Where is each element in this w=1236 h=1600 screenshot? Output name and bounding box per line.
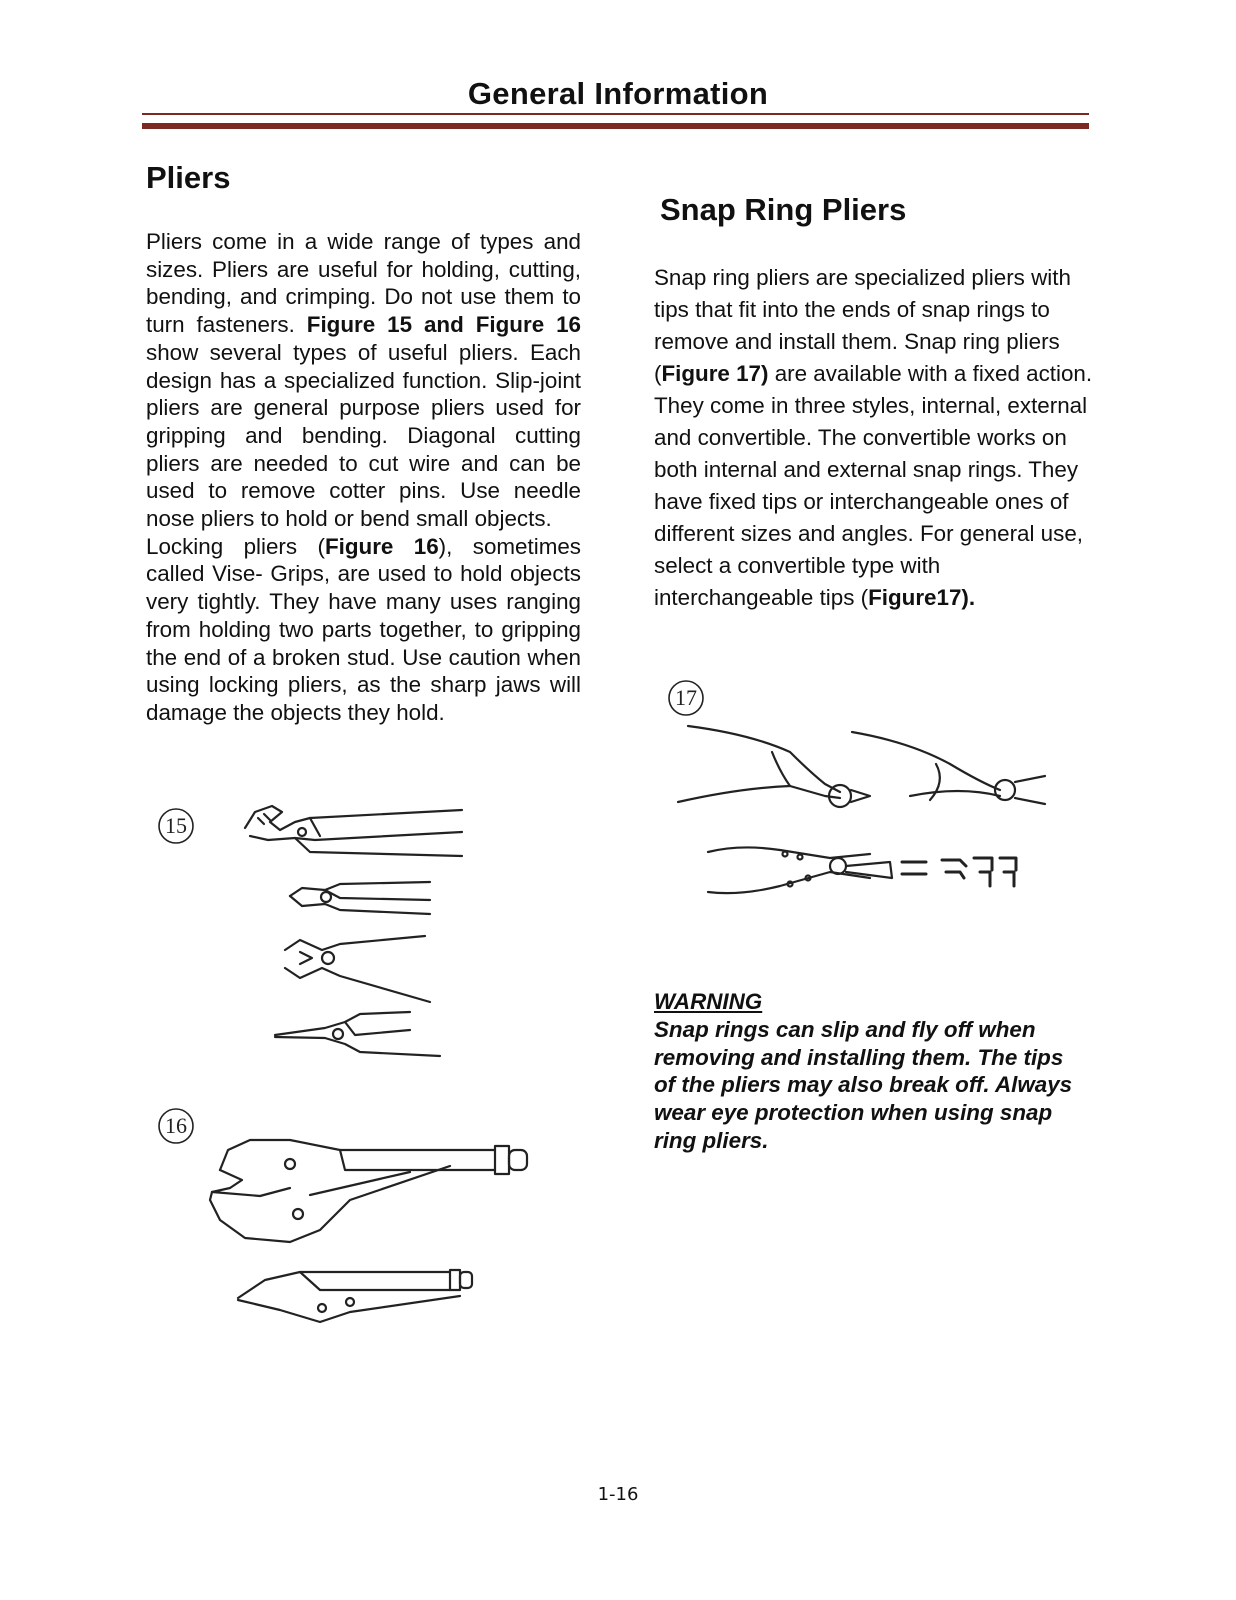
figure-15-pliers-illustration xyxy=(150,800,480,1080)
warning-title: WARNING xyxy=(654,989,763,1014)
figure-16-label: 16 xyxy=(165,1113,187,1138)
page-header-title: General Information xyxy=(467,76,769,111)
figure-16-locking-pliers-illustration xyxy=(150,1100,490,1340)
snap-ring-pliers-heading: Snap Ring Pliers xyxy=(660,192,907,227)
figure-15-label: 15 xyxy=(165,813,187,838)
snap-ring-pliers-body: Snap ring pliers are specialized pliers with tips that fit into the ends of snap rings to remove and install them. Snap ring pliers (Figure 17) are available with a fixed action. They come in three styles, internal, external and convertible. The convertible works on both internal and external snap rings. They have fixed tips or interchangeable ones of different sizes and angles. For general use, select a convertible type with interchangeable tips (Figure17). xyxy=(654,265,1093,610)
page-number: 1-16 xyxy=(597,1484,639,1505)
pliers-heading: Pliers xyxy=(146,160,231,195)
header-rule-thick xyxy=(142,123,1089,129)
warning-text: Snap rings can slip and fly off when removing and installing them. The tips of the pliers may also break off. Always wear eye protection when using snap ring pliers. xyxy=(654,1016,1073,1153)
header-rule-thin xyxy=(142,113,1089,115)
figure-17-snap-ring-pliers-illustration xyxy=(660,672,1080,912)
pliers-body: Pliers come in a wide range of types and sizes. Pliers are useful for holding, cutting, bending, and crimping. Do not use them to turn fasteners. Figure 15 and Figure 16 show several types of useful pliers. Each design has a specialized function. Slip-joint pliers are general purpose pliers used for gripping and bending. Diagonal cutting pliers are needed to cut wire and can be used to remove cotter pins. Use needle nose pliers to hold or bend small objects. Locking pliers (Figure 16), sometimes called Vise- Grips, are used to hold objects very tightly. They have many uses ranging from holding two parts together, to gripping the end of a broken stud. Use caution when using locking pliers, as the sharp jaws will damage the objects they hold. xyxy=(146,229,581,725)
warning-block xyxy=(654,988,1084,1155)
figure-17-label: 17 xyxy=(675,685,697,710)
